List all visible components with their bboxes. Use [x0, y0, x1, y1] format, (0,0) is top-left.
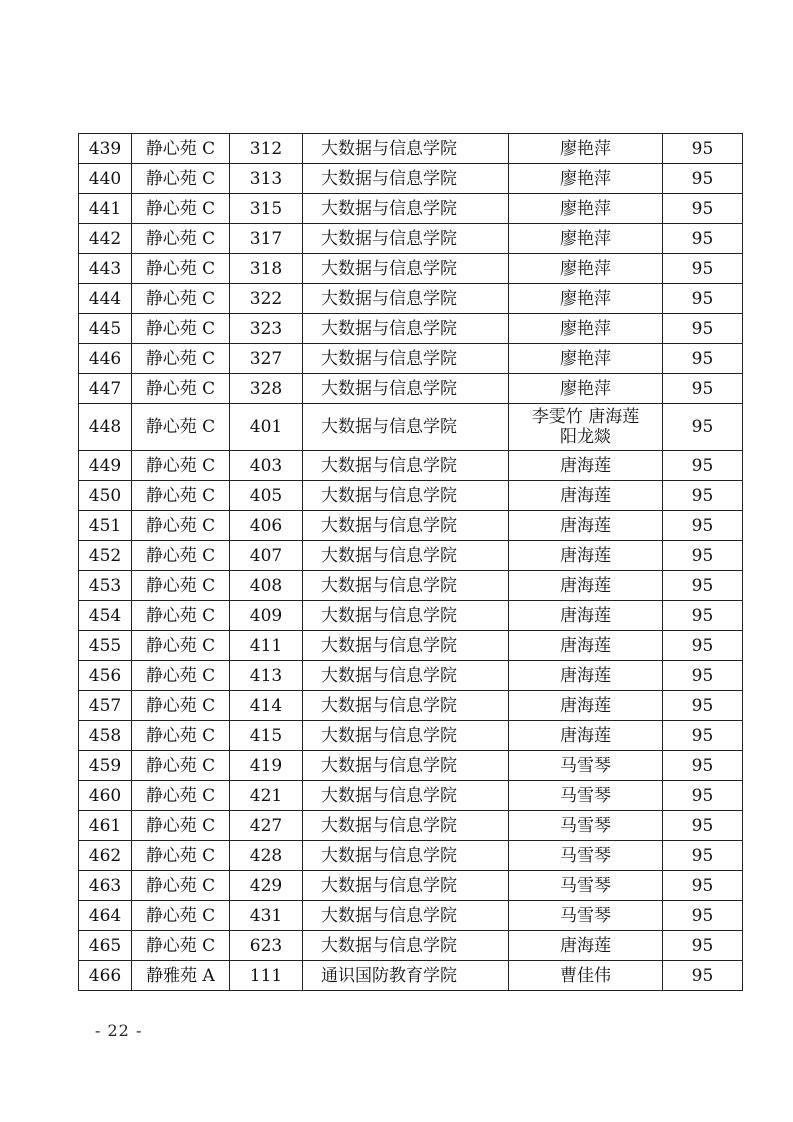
score-cell: 95 — [663, 511, 743, 541]
dorm-score-table-container — [78, 133, 718, 991]
score-cell: 95 — [663, 451, 743, 481]
score-cell: 95 — [663, 961, 743, 991]
room-cell: 313 — [230, 164, 303, 194]
row-index-cell: 454 — [79, 601, 132, 631]
score-cell: 95 — [663, 931, 743, 961]
college-cell: 大数据与信息学院 — [303, 541, 509, 571]
counselor-cell: 廖艳萍 — [509, 224, 663, 254]
row-index-cell: 449 — [79, 451, 132, 481]
college-cell: 大数据与信息学院 — [303, 404, 509, 451]
counselor-cell: 唐海莲 — [509, 691, 663, 721]
row-index-cell: 457 — [79, 691, 132, 721]
building-cell: 静心苑 C — [132, 481, 230, 511]
score-cell: 95 — [663, 721, 743, 751]
room-cell: 323 — [230, 314, 303, 344]
building-cell: 静心苑 C — [132, 751, 230, 781]
row-index-cell: 455 — [79, 631, 132, 661]
table-row — [79, 781, 743, 811]
score-cell: 95 — [663, 254, 743, 284]
score-cell: 95 — [663, 691, 743, 721]
table-row — [79, 901, 743, 931]
room-cell: 623 — [230, 931, 303, 961]
college-cell: 大数据与信息学院 — [303, 811, 509, 841]
row-index-cell: 463 — [79, 871, 132, 901]
building-cell: 静心苑 C — [132, 841, 230, 871]
room-cell: 408 — [230, 571, 303, 601]
table-row — [79, 284, 743, 314]
table-row — [79, 961, 743, 991]
score-cell: 95 — [663, 314, 743, 344]
table-row — [79, 314, 743, 344]
counselor-cell: 马雪琴 — [509, 781, 663, 811]
counselor-cell: 廖艳萍 — [509, 374, 663, 404]
college-cell: 大数据与信息学院 — [303, 721, 509, 751]
college-cell: 大数据与信息学院 — [303, 284, 509, 314]
room-cell: 405 — [230, 481, 303, 511]
counselor-cell: 唐海莲 — [509, 721, 663, 751]
score-cell: 95 — [663, 811, 743, 841]
room-cell: 429 — [230, 871, 303, 901]
building-cell: 静心苑 C — [132, 224, 230, 254]
table-row — [79, 481, 743, 511]
building-cell: 静心苑 C — [132, 781, 230, 811]
dorm-score-table — [78, 133, 743, 991]
building-cell: 静心苑 C — [132, 871, 230, 901]
room-cell: 401 — [230, 404, 303, 451]
building-cell: 静心苑 C — [132, 314, 230, 344]
table-row — [79, 344, 743, 374]
building-cell: 静心苑 C — [132, 901, 230, 931]
counselor-cell: 唐海莲 — [509, 451, 663, 481]
counselor-cell: 曹佳伟 — [509, 961, 663, 991]
table-row — [79, 511, 743, 541]
college-cell: 大数据与信息学院 — [303, 451, 509, 481]
table-row — [79, 811, 743, 841]
counselor-cell: 马雪琴 — [509, 811, 663, 841]
score-cell: 95 — [663, 601, 743, 631]
score-cell: 95 — [663, 164, 743, 194]
room-cell: 414 — [230, 691, 303, 721]
counselor-cell: 唐海莲 — [509, 931, 663, 961]
college-cell: 大数据与信息学院 — [303, 374, 509, 404]
room-cell: 403 — [230, 451, 303, 481]
score-cell: 95 — [663, 751, 743, 781]
building-cell: 静心苑 C — [132, 691, 230, 721]
table-row — [79, 631, 743, 661]
room-cell: 415 — [230, 721, 303, 751]
row-index-cell: 440 — [79, 164, 132, 194]
table-body — [79, 134, 743, 991]
row-index-cell: 461 — [79, 811, 132, 841]
counselor-cell: 马雪琴 — [509, 841, 663, 871]
college-cell: 大数据与信息学院 — [303, 314, 509, 344]
table-row — [79, 571, 743, 601]
counselor-cell: 唐海莲 — [509, 631, 663, 661]
room-cell: 111 — [230, 961, 303, 991]
building-cell: 静心苑 C — [132, 541, 230, 571]
college-cell: 大数据与信息学院 — [303, 691, 509, 721]
college-cell: 大数据与信息学院 — [303, 194, 509, 224]
score-cell: 95 — [663, 781, 743, 811]
counselor-cell: 马雪琴 — [509, 871, 663, 901]
room-cell: 318 — [230, 254, 303, 284]
row-index-cell: 447 — [79, 374, 132, 404]
row-index-cell: 442 — [79, 224, 132, 254]
row-index-cell: 459 — [79, 751, 132, 781]
room-cell: 411 — [230, 631, 303, 661]
row-index-cell: 439 — [79, 134, 132, 164]
score-cell: 95 — [663, 374, 743, 404]
college-cell: 大数据与信息学院 — [303, 601, 509, 631]
score-cell: 95 — [663, 901, 743, 931]
row-index-cell: 458 — [79, 721, 132, 751]
counselor-cell: 李雯竹 唐海莲 阳龙燚 — [509, 404, 663, 451]
room-cell: 322 — [230, 284, 303, 314]
counselor-cell: 唐海莲 — [509, 661, 663, 691]
row-index-cell: 450 — [79, 481, 132, 511]
score-cell: 95 — [663, 481, 743, 511]
building-cell: 静心苑 C — [132, 374, 230, 404]
college-cell: 通识国防教育学院 — [303, 961, 509, 991]
table-row — [79, 134, 743, 164]
building-cell: 静心苑 C — [132, 344, 230, 374]
page-number: - 22 - — [95, 1021, 143, 1040]
room-cell: 413 — [230, 661, 303, 691]
score-cell: 95 — [663, 284, 743, 314]
counselor-cell: 马雪琴 — [509, 751, 663, 781]
room-cell: 312 — [230, 134, 303, 164]
row-index-cell: 443 — [79, 254, 132, 284]
score-cell: 95 — [663, 224, 743, 254]
room-cell: 328 — [230, 374, 303, 404]
table-row — [79, 224, 743, 254]
table-row — [79, 691, 743, 721]
score-cell: 95 — [663, 661, 743, 691]
row-index-cell: 460 — [79, 781, 132, 811]
college-cell: 大数据与信息学院 — [303, 751, 509, 781]
row-index-cell: 456 — [79, 661, 132, 691]
row-index-cell: 466 — [79, 961, 132, 991]
building-cell: 静心苑 C — [132, 451, 230, 481]
counselor-cell: 唐海莲 — [509, 481, 663, 511]
building-cell: 静心苑 C — [132, 571, 230, 601]
table-row — [79, 374, 743, 404]
college-cell: 大数据与信息学院 — [303, 661, 509, 691]
counselor-cell: 廖艳萍 — [509, 194, 663, 224]
college-cell: 大数据与信息学院 — [303, 781, 509, 811]
counselor-cell: 廖艳萍 — [509, 344, 663, 374]
college-cell: 大数据与信息学院 — [303, 224, 509, 254]
score-cell: 95 — [663, 404, 743, 451]
college-cell: 大数据与信息学院 — [303, 841, 509, 871]
score-cell: 95 — [663, 841, 743, 871]
row-index-cell: 445 — [79, 314, 132, 344]
building-cell: 静心苑 C — [132, 601, 230, 631]
building-cell: 静心苑 C — [132, 254, 230, 284]
score-cell: 95 — [663, 134, 743, 164]
building-cell: 静心苑 C — [132, 404, 230, 451]
row-index-cell: 464 — [79, 901, 132, 931]
row-index-cell: 448 — [79, 404, 132, 451]
counselor-cell: 廖艳萍 — [509, 254, 663, 284]
table-row — [79, 254, 743, 284]
row-index-cell: 465 — [79, 931, 132, 961]
row-index-cell: 451 — [79, 511, 132, 541]
score-cell: 95 — [663, 631, 743, 661]
table-row — [79, 931, 743, 961]
table-row — [79, 601, 743, 631]
room-cell: 409 — [230, 601, 303, 631]
counselor-cell: 唐海莲 — [509, 571, 663, 601]
score-cell: 95 — [663, 571, 743, 601]
room-cell: 428 — [230, 841, 303, 871]
counselor-cell: 唐海莲 — [509, 511, 663, 541]
room-cell: 327 — [230, 344, 303, 374]
building-cell: 静雅苑 A — [132, 961, 230, 991]
building-cell: 静心苑 C — [132, 931, 230, 961]
table-row — [79, 721, 743, 751]
building-cell: 静心苑 C — [132, 511, 230, 541]
room-cell: 317 — [230, 224, 303, 254]
building-cell: 静心苑 C — [132, 661, 230, 691]
room-cell: 431 — [230, 901, 303, 931]
counselor-cell: 唐海莲 — [509, 601, 663, 631]
score-cell: 95 — [663, 194, 743, 224]
college-cell: 大数据与信息学院 — [303, 631, 509, 661]
table-row — [79, 841, 743, 871]
college-cell: 大数据与信息学院 — [303, 871, 509, 901]
room-cell: 427 — [230, 811, 303, 841]
row-index-cell: 452 — [79, 541, 132, 571]
room-cell: 407 — [230, 541, 303, 571]
college-cell: 大数据与信息学院 — [303, 164, 509, 194]
table-row — [79, 451, 743, 481]
table-row — [79, 164, 743, 194]
college-cell: 大数据与信息学院 — [303, 254, 509, 284]
room-cell: 421 — [230, 781, 303, 811]
row-index-cell: 441 — [79, 194, 132, 224]
college-cell: 大数据与信息学院 — [303, 901, 509, 931]
building-cell: 静心苑 C — [132, 811, 230, 841]
table-row — [79, 871, 743, 901]
table-row — [79, 404, 743, 451]
score-cell: 95 — [663, 541, 743, 571]
building-cell: 静心苑 C — [132, 194, 230, 224]
college-cell: 大数据与信息学院 — [303, 134, 509, 164]
counselor-cell: 唐海莲 — [509, 541, 663, 571]
building-cell: 静心苑 C — [132, 631, 230, 661]
table-row — [79, 541, 743, 571]
building-cell: 静心苑 C — [132, 134, 230, 164]
row-index-cell: 462 — [79, 841, 132, 871]
counselor-cell: 廖艳萍 — [509, 164, 663, 194]
room-cell: 419 — [230, 751, 303, 781]
counselor-cell: 廖艳萍 — [509, 314, 663, 344]
table-row — [79, 661, 743, 691]
score-cell: 95 — [663, 871, 743, 901]
room-cell: 406 — [230, 511, 303, 541]
row-index-cell: 453 — [79, 571, 132, 601]
table-row — [79, 194, 743, 224]
college-cell: 大数据与信息学院 — [303, 511, 509, 541]
college-cell: 大数据与信息学院 — [303, 571, 509, 601]
counselor-cell: 廖艳萍 — [509, 284, 663, 314]
row-index-cell: 446 — [79, 344, 132, 374]
table-row — [79, 751, 743, 781]
counselor-cell: 廖艳萍 — [509, 134, 663, 164]
building-cell: 静心苑 C — [132, 284, 230, 314]
college-cell: 大数据与信息学院 — [303, 481, 509, 511]
college-cell: 大数据与信息学院 — [303, 931, 509, 961]
room-cell: 315 — [230, 194, 303, 224]
row-index-cell: 444 — [79, 284, 132, 314]
counselor-cell: 马雪琴 — [509, 901, 663, 931]
college-cell: 大数据与信息学院 — [303, 344, 509, 374]
building-cell: 静心苑 C — [132, 164, 230, 194]
building-cell: 静心苑 C — [132, 721, 230, 751]
score-cell: 95 — [663, 344, 743, 374]
